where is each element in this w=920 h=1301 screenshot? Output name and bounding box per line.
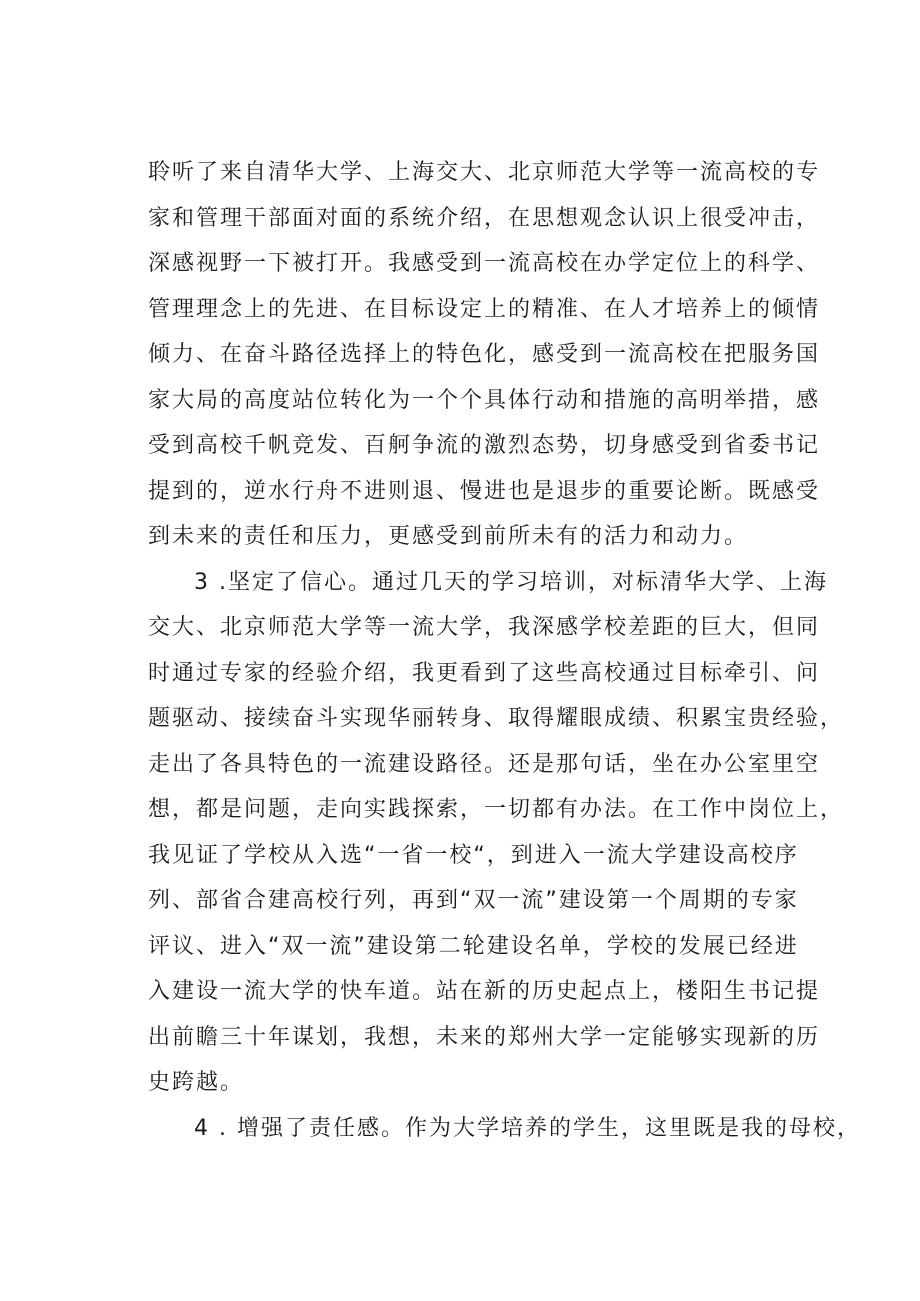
text-line: 倾力、在奋斗路径选择上的特色化，感受到一流高校在把服务国 bbox=[148, 342, 821, 367]
text-line: 题驱动、接续奋斗实现华丽转身、取得耀眼成绩、积累宝贵经验， bbox=[148, 706, 845, 731]
paragraph-intro bbox=[148, 150, 820, 560]
text-line: 时通过专家的经验介绍，我更看到了这些高校通过目标牵引、问 bbox=[148, 660, 821, 686]
text-line: 家和管理干部面对面的系统介绍，在思想观念认识上很受冲击， bbox=[148, 205, 821, 231]
paragraph-4 bbox=[148, 1106, 861, 1152]
paragraph-3 bbox=[148, 560, 845, 1106]
text-line: 我见证了学校从入选“一省一校“，到进入一流大学建设高校序 bbox=[148, 842, 799, 868]
text-line: 走出了各具特色的一流建设路径。还是那句话，坐在办公室里空 bbox=[148, 751, 821, 777]
text-line: 出前瞻三十年谋划，我想，未来的郑州大学一定能够实现新的历 bbox=[148, 1024, 821, 1050]
text-line: 交大、北京师范大学等一流大学，我深感学校差距的巨大，但同 bbox=[148, 615, 821, 640]
text-line: 到未来的责任和压力，更感受到前所未有的活力和动力。 bbox=[148, 524, 749, 549]
text-line: 聆听了来自清华大学、上海交大、北京师范大学等一流高校的专 bbox=[148, 160, 821, 185]
text-line: 管理理念上的先进、在目标设定上的精准、在人才培养上的倾情 bbox=[148, 296, 821, 322]
text-line: 4 . 增强了责任感。作为大学培养的学生，这里既是我的母校， bbox=[194, 1115, 861, 1141]
text-line: 评议、进入“双一流”建设第二轮建设名单，学校的发展已经进 bbox=[148, 933, 799, 959]
text-line: 受到高校千帆竞发、百舸争流的激烈态势，切身感受到省委书记 bbox=[148, 433, 821, 458]
text-line: 3 .坚定了信心。通过几天的学习培训，对标清华大学、上海 bbox=[194, 569, 828, 595]
text-line: 家大局的高度站位转化为一个个具体行动和措施的高明举措，感 bbox=[148, 387, 821, 413]
document-body bbox=[148, 150, 861, 1151]
text-line: 想，都是问题，走向实践探索，一切都有办法。在工作中岗位上， bbox=[148, 797, 845, 822]
text-line: 深感视野一下被打开。我感受到一流高校在办学定位上的科学、 bbox=[148, 251, 821, 276]
text-line: 史跨越。 bbox=[148, 1070, 245, 1095]
text-line: 列、部省合建高校行列，再到“双一流”建设第一个周期的专家 bbox=[148, 888, 799, 913]
text-line: 入建设一流大学的快车道。站在新的历史起点上，楼阳生书记提 bbox=[148, 979, 821, 1004]
text-line: 提到的，逆水行舟不进则退、慢进也是退步的重要论断。既感受 bbox=[148, 478, 821, 504]
